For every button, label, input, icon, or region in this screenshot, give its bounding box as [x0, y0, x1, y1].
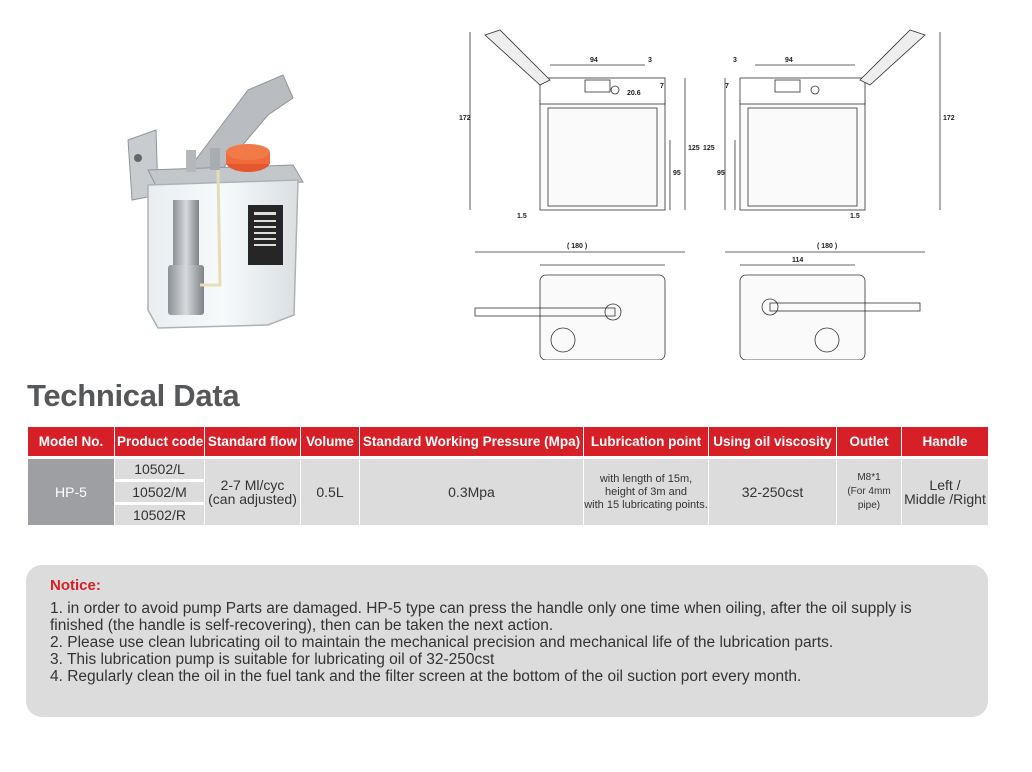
dim-95-side: 95: [717, 170, 725, 177]
dim-125-side: 125: [703, 145, 715, 152]
cell-pressure: 0.3Mpa: [360, 456, 583, 525]
dim-1-5-side: 1.5: [850, 213, 860, 220]
table-row: [28, 456, 988, 479]
cell-code-r: 10502/R: [115, 502, 204, 525]
header-lubrication-point: Lubrication point: [584, 427, 708, 456]
cell-code-m: 10502/M: [115, 479, 204, 502]
cell-lubrication-point: [584, 456, 708, 525]
notice-box: [26, 565, 988, 717]
dim-95-front: 95: [673, 170, 681, 177]
header-oil-viscosity: Using oil viscosity: [709, 427, 836, 456]
cell-model: HP-5: [28, 456, 114, 525]
cell-handle: [902, 456, 988, 525]
dimension-drawings: [455, 20, 955, 360]
dim-3-front: 3: [648, 57, 652, 64]
notice-item-3: 3. This lubrication pump is suitable for lubricating oil of 32-250cst: [50, 651, 495, 668]
outlet-line-2: (For 4mm pipe): [847, 486, 891, 511]
header-pressure: Standard Working Pressure (Mpa): [360, 427, 583, 456]
cell-volume: 0.5L: [301, 456, 359, 525]
dim-7-side: 7: [725, 83, 729, 90]
dim-3-side: 3: [733, 57, 737, 64]
handle-line-1: Left /: [929, 477, 961, 493]
dim-180-right: ( 180 ): [817, 243, 838, 250]
cell-outlet: [837, 456, 901, 525]
lub-line-2: height of 3m and: [605, 485, 687, 498]
dim-1-5-front: 1.5: [517, 213, 527, 220]
section-title: Technical Data: [27, 378, 240, 413]
notice-item-1: 1. in order to avoid pump Parts are damaged. HP-5 type can press the handle only one time when oiling, after the oil supply is finished (the handle is self-recovering), then can be taken the next action.: [50, 600, 912, 634]
header-standard-flow: Standard flow: [205, 427, 300, 456]
notice-item-4: 4. Regularly clean the oil in the fuel tank and the filter screen at the bottom of the oil suction port every month.: [50, 668, 802, 685]
table-header-row: [28, 427, 988, 456]
dim-125-front: 125: [688, 145, 700, 152]
dim-94-front: 94: [590, 57, 598, 64]
cell-code-l: 10502/L: [115, 456, 204, 479]
tech-data-table: [27, 427, 989, 525]
header-volume: Volume: [301, 427, 359, 456]
lub-line-3: with 15 lubricating points.: [584, 498, 708, 511]
dim-7-front: 7: [660, 83, 664, 90]
dim-180-left: ( 180 ): [567, 243, 588, 250]
flow-line-2: (can adjusted): [208, 491, 297, 507]
lub-line-1: with length of 15m,: [599, 472, 693, 485]
header-outlet: Outlet: [837, 427, 901, 456]
cell-viscosity: 32-250cst: [709, 456, 836, 525]
product-photo: [118, 70, 318, 340]
dim-94-side: 94: [785, 57, 793, 64]
flow-line-1: 2-7 Ml/cyc: [220, 477, 285, 493]
handle-line-2: Middle /Right: [904, 491, 986, 507]
header-handle: Handle: [902, 427, 988, 456]
cell-flow: [205, 456, 300, 525]
dim-20-6-front: 20.6: [627, 90, 641, 97]
header-model-no: Model No.: [28, 427, 114, 456]
dim-114-right: 114: [792, 257, 804, 264]
dim-172-side: 172: [943, 115, 955, 122]
notice-title: Notice:: [50, 577, 101, 594]
dim-172-front: 172: [459, 115, 471, 122]
header-product-code: Product code: [115, 427, 204, 456]
notice-item-2: 2. Please use clean lubricating oil to maintain the mechanical precision and mechanical life of the lubrication parts.: [50, 634, 834, 651]
outlet-line-1: M8*1: [857, 472, 881, 483]
